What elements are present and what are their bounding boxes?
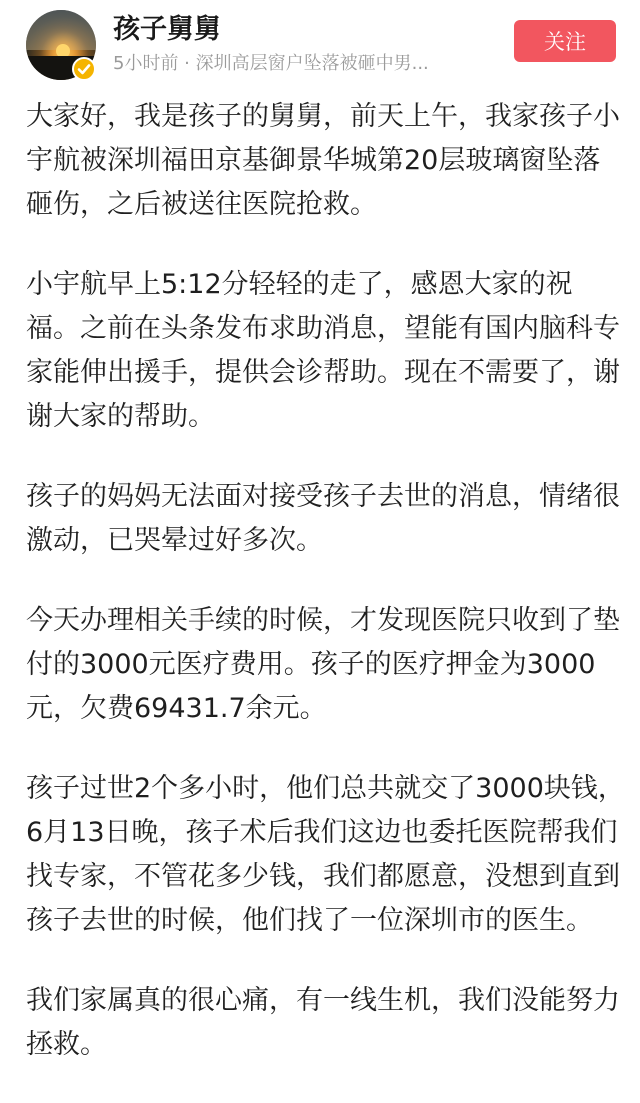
post-paragraph: 孩子过世2个多小时，他们总共就交了3000块钱，6月13日晚，孩子术后我们这边也委托医院帮我们找专家，不管花多少钱，我们都愿意，没想到直到孩子去世的时候，他们找了一位深圳市的医生。 xyxy=(26,773,625,936)
post-paragraph: 孩子的妈妈无法面对接受孩子去世的消息，情绪很激动，已哭晕过好多次。 xyxy=(26,481,620,556)
username[interactable]: 孩子舅舅 xyxy=(113,14,221,45)
post-paragraph: 小宇航早上5:12分轻轻的走了，感恩大家的祝福。之前在头条发布求助消息，望能有国内脑科专家能伸出援手，提供会诊帮助。现在不需要了，谢谢大家的帮助。 xyxy=(26,269,620,432)
verified-check-icon xyxy=(72,57,96,81)
post-header xyxy=(0,0,640,92)
post-meta[interactable]: 5小时前 · 深圳高层窗户坠落被砸中男... xyxy=(113,53,429,74)
post-paragraph: 大家好，我是孩子的舅舅，前天上午，我家孩子小宇航被深圳福田京基御景华城第20层玻璃窗坠落砸伤，之后被送往医院抢救。 xyxy=(26,101,620,220)
avatar[interactable] xyxy=(26,10,96,80)
follow-button[interactable]: 关注 xyxy=(514,20,616,62)
post-paragraph: 今天办理相关手续的时候，才发现医院只收到了垫付的3000元医疗费用。孩子的医疗押金为3000元，欠费69431.7余元。 xyxy=(26,605,620,724)
post-paragraph: 我们家属真的很心痛，有一线生机，我们没能努力拯救。 xyxy=(26,985,620,1060)
post-body xyxy=(26,95,626,1103)
